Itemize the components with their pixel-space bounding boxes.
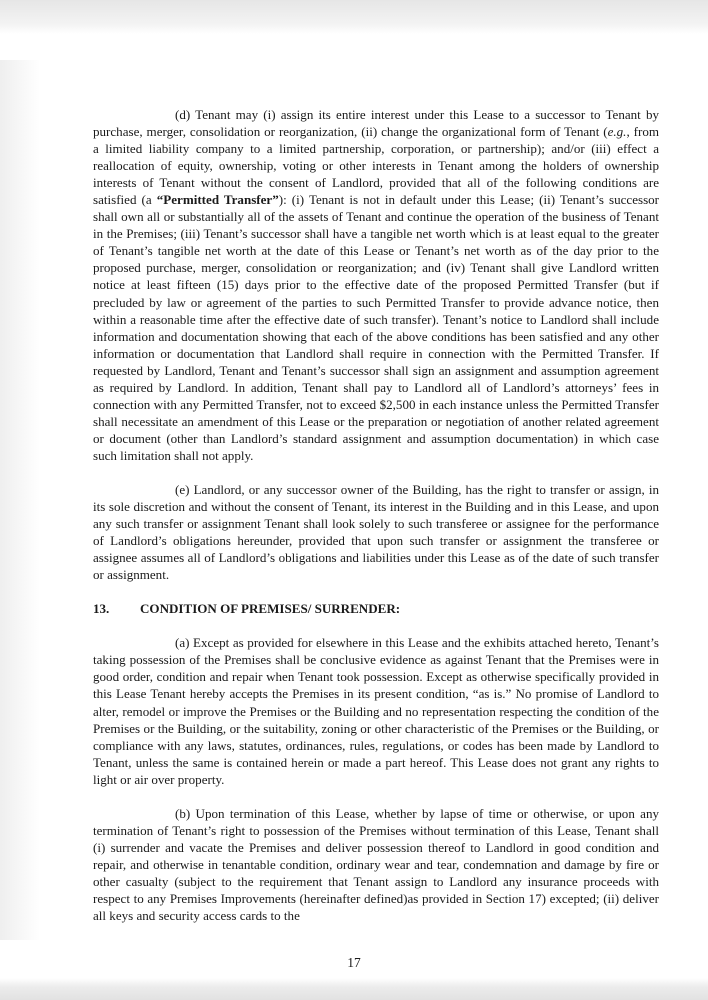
paragraph-a: (a) Except as provided for elsewhere in this Lease and the exhibits attached hereto, Tenant’s taking possession of the Premises shall be conclusive evidence as against Tenant that the Premises were in good order, condition and repair when Tenant took possession. Except as otherwise specifically provided in this Lease Tenant hereby accepts the Premises in its present condition, “as is.” No promise of Landlord to alter, remodel or improve the Premises or the Building and no representation respecting the condition of the Premises or the Building, or the suitability, zoning or other characteristic of the Premises or the Building, or compliance with any laws, statutes, ordinances, rules, regulations, or codes has been made by Landlord to Tenant, unless the same is contained herein or made a part hereof. This Lease does not grant any rights to light or air over property. xyxy=(93,635,659,787)
paragraph-d-text-2: , from a limited liability company to a limited partnership, corporation, or partnership); and/or (iii) effect a reallocation of equity, ownership, voting or other interests in Tenant among the holders of ownership interests of Tenant without the consent of Landlord, provided that all of the following conditions are satisfied (a xyxy=(93,124,659,208)
paragraph-d-text-3: ): (i) Tenant is not in default under this Lease; (ii) Tenant’s successor shall own all or substantially all of the assets of Tenant and continue the operation of the business of Tenant in the Premises; (iii) Tenant’s successor shall have a tangible net worth which is at least equal to the greater of Tenant’s tangible net worth at the date of this Lease or Tenant’s net worth as of the day prior to the proposed purchase, merger, consolidation or reorganization; and (iv) Tenant shall give Landlord written notice at least fifteen (15) days prior to the effective date of the proposed Permitted Transfer (but if precluded by law or agreement of the parties to such Permitted Transfer to provide advance notice, then within a reasonable time after the effective date of such transfer). Tenant’s notice to Landlord shall include information and documentation showing that each of the above conditions has been satisfied and any other information or documentation that Landlord shall require in connection with the Permitted Transfer. If requested by Landlord, Tenant and Tenant’s successor shall sign an assignment and assumption agreement as required by Landlord. In addition, Tenant shall pay to Landlord all of Landlord’s attorneys’ fees in connection with any Permitted Transfer, not to exceed $2,500 in each instance unless the Permitted Transfer shall necessitate an amendment of this Lease or the preparation or negotiation of another related agreement or document (other than Landlord’s standard assignment and assumption documentation) in which case such limitation shall not apply. xyxy=(93,192,660,463)
permitted-transfer-term: “Permitted Transfer” xyxy=(156,192,279,208)
page-number: 17 xyxy=(347,955,361,970)
paragraph-e: (e) Landlord, or any successor owner of the Building, has the right to transfer or assign, in its sole discretion and without the consent of Tenant, its interest in the Building and in this Lease, and upon any such transfer or assignment Tenant shall look solely to such transferee or assignee for the performance of Landlord’s obligations hereunder, provided that upon such transfer or assignment the transferee or assignee assumes all of Landlord’s obligations and liabilities under this Lease as of the date of such transfer or assignment. xyxy=(93,481,659,583)
document-page xyxy=(93,106,659,924)
paragraph-d xyxy=(93,106,659,464)
scan-shadow-bottom xyxy=(0,978,708,1000)
paragraph-d-eg: e.g. xyxy=(607,124,627,140)
paragraph-b: (b) Upon termination of this Lease, whether by lapse of time or otherwise, or upon any termination of Tenant’s right to possession of the Premises without termination of this Lease, Tenant shall (i) surrender and vacate the Premises and deliver possession thereof to Landlord in good condition and repair, and otherwise in tenantable condition, ordinary wear and tear, condemnation and damage by fire or other casualty (subject to the requirement that Tenant assign to Landlord any insurance proceeds with respect to any Premises Improvements (hereinafter defined)as provided in Section 17) excepted; (ii) deliver all keys and security access cards to the xyxy=(93,805,659,924)
section-13-heading xyxy=(93,600,659,617)
paragraph-d-text-1: (d) Tenant may (i) assign its entire interest under this Lease to a successor to Tenant by purchase, merger, consolidation or reorganization, (ii) change the organizational form of Tenant ( xyxy=(93,107,659,140)
section-13-number: 13. xyxy=(93,601,110,617)
section-13-title: CONDITION OF PREMISES/ SURRENDER: xyxy=(140,601,401,617)
scan-shadow-top xyxy=(0,0,708,34)
scan-shadow-left xyxy=(0,60,40,940)
